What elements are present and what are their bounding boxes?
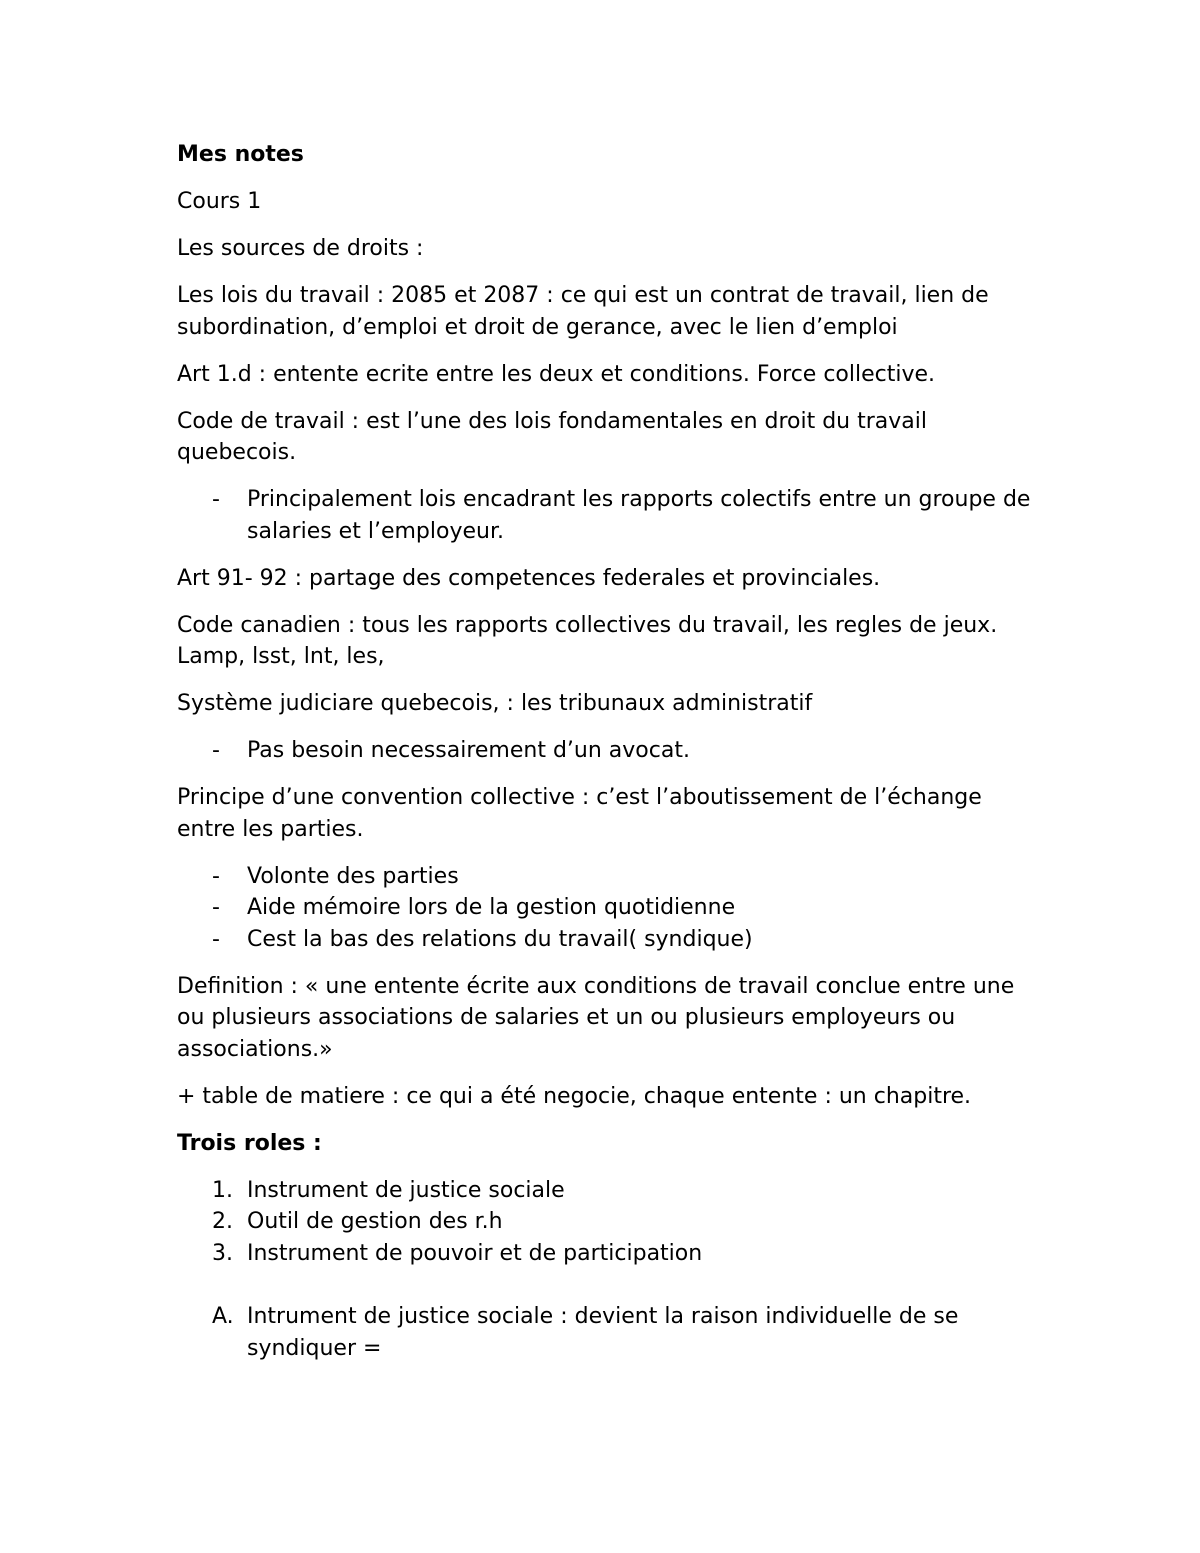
list-item [177,1175,1037,1207]
list-item [177,735,1037,767]
section-a-list [177,1301,1037,1364]
sources-heading: Les sources de droits : [177,236,424,261]
table-paragraph: + table de matiere : ce qui a été negocie, chaque entente : un chapitre. [177,1083,972,1109]
code-travail-list [177,484,1037,547]
list-item-text: Instrument de justice sociale [247,1177,565,1203]
course-label: Cours 1 [177,189,262,214]
code-travail-paragraph: Code de travail : est l’une des lois fondamentales en droit du travail quebecois. [177,408,927,465]
dash-marker: - [212,895,220,920]
list-item-text: Aide mémoire lors de la gestion quotidienne [247,895,736,920]
number-marker: 3. [212,1240,233,1266]
principe-paragraph: Principe d’une convention collective : c’est l’aboutissement de l’échange entre les parties. [177,785,982,842]
list-item-text: Intrument de justice sociale : devient la raison individuelle de se syndiquer = [247,1304,959,1361]
list-item [177,861,1037,893]
document-title: Mes notes [177,142,304,167]
list-item-text: Principalement lois encadrant les rapports colectifs entre un groupe de salaries et l’employeur. [247,487,1031,544]
dash-marker: - [212,487,220,512]
list-item-text: Outil de gestion des r.h [247,1209,503,1234]
list-item [177,484,1037,547]
dash-marker: - [212,738,220,763]
list-item [177,892,1037,924]
roles-list [177,1175,1037,1270]
definition-paragraph: Definition : « une entente écrite aux conditions de travail conclue entre une ou plusieurs associations de salaries et un ou plusieurs employeurs ou associations.» [177,973,1015,1062]
document-page [177,139,1037,1380]
lois-paragraph: Les lois du travail : 2085 et 2087 : ce qui est un contrat de travail, lien de subordination, d’emploi et droit de gerance, avec le lien d’emploi [177,283,989,340]
dash-marker: - [212,926,220,952]
art91-paragraph: Art 91- 92 : partage des competences federales et provinciales. [177,565,881,591]
code-canadien-paragraph: Code canadien : tous les rapports collectives du travail, les regles de jeux. Lamp, lsst, lnt, les, [177,612,998,669]
roles-heading: Trois roles : [177,1130,322,1156]
list-item [177,1301,1037,1364]
list-item-text: Instrument de pouvoir et de participation [247,1240,703,1266]
number-marker: 1. [212,1177,233,1203]
systeme-list [177,735,1037,767]
dash-marker: - [212,863,220,889]
list-item-text: Pas besoin necessairement d’un avocat. [247,738,690,763]
list-item [177,1206,1037,1238]
principe-list [177,861,1037,956]
list-item-text: Cest la bas des relations du travail( syndique) [247,926,753,952]
list-item [177,924,1037,956]
art1d-paragraph: Art 1.d : entente ecrite entre les deux et conditions. Force collective. [177,361,936,387]
list-item-text: Volonte des parties [247,863,459,889]
number-marker: 2. [212,1209,233,1234]
systeme-paragraph: Système judiciare quebecois, : les tribunaux administratif [177,691,813,716]
list-item [177,1238,1037,1270]
letter-marker: A. [212,1304,234,1329]
